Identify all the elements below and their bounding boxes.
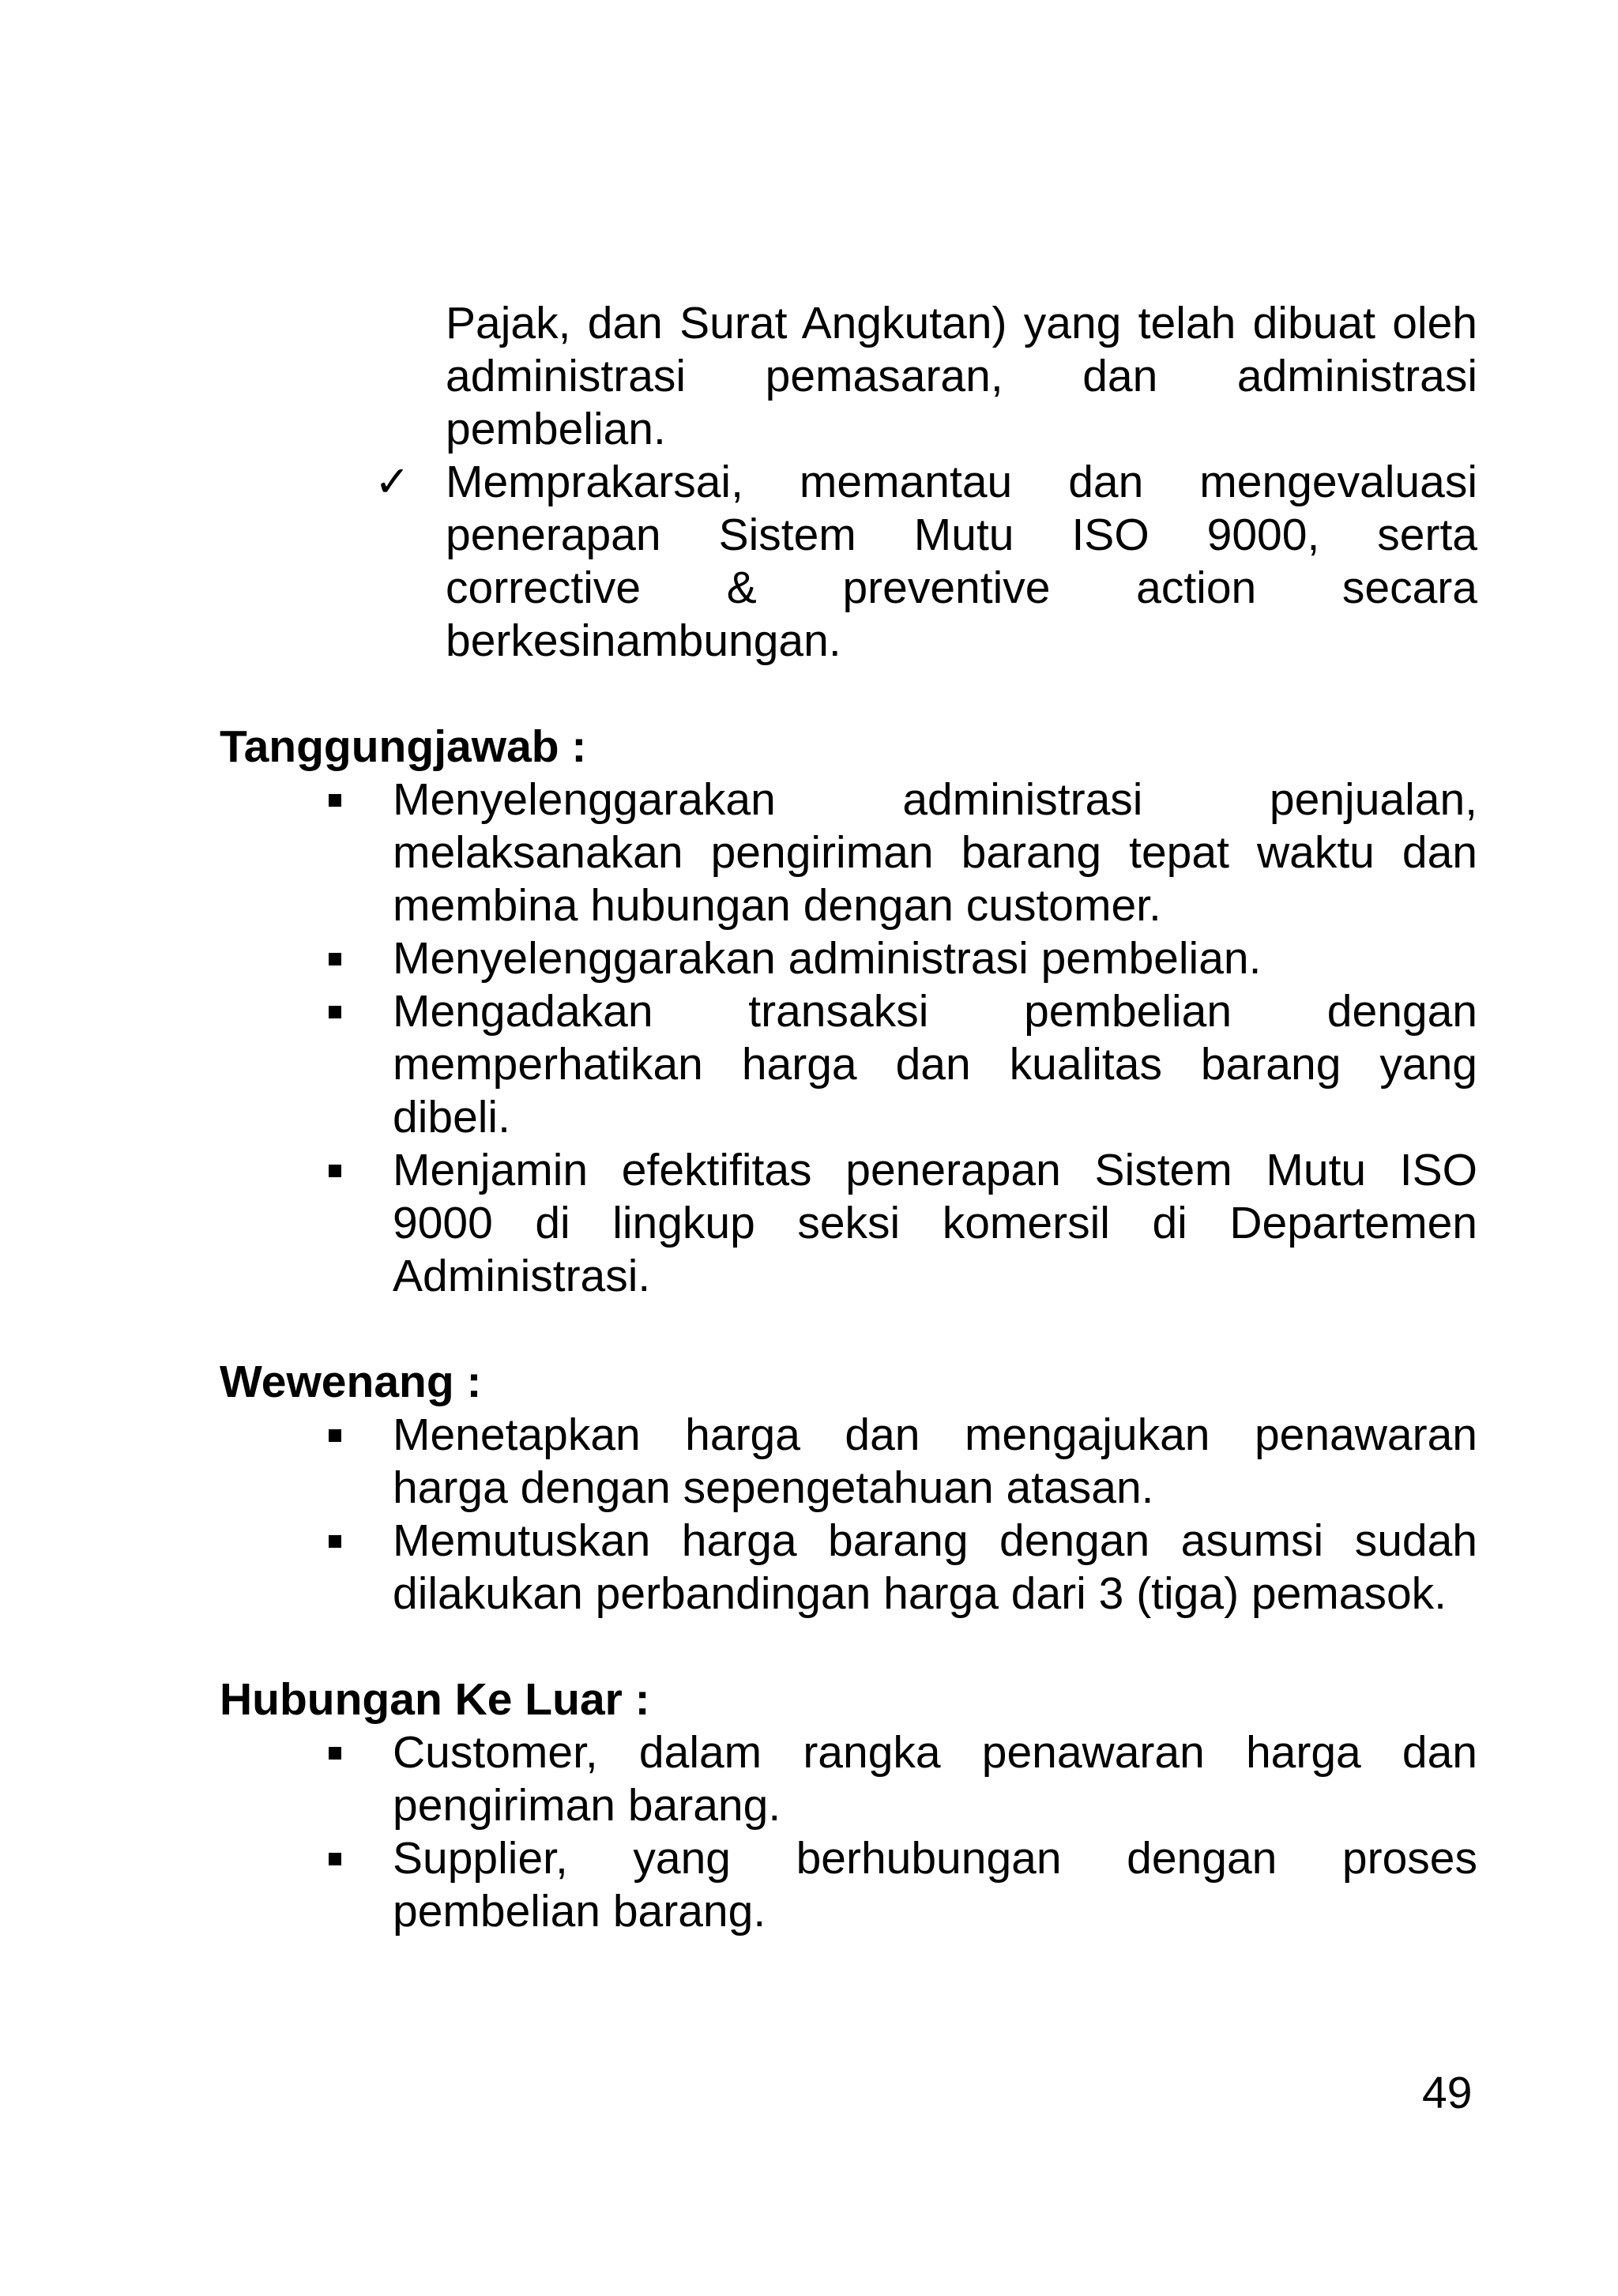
check-item-line-2: penerapan Sistem Mutu ISO 9000, serta [446,510,1477,560]
authority-2-line-1: Memutuskan harga barang dengan asumsi sudah [393,1515,1477,1566]
section-heading-wewenang: Wewenang : [220,1357,482,1407]
external-1-line-1: Customer, dalam rangka penawaran harga dan [393,1727,1477,1778]
bullet-icon [329,1165,341,1177]
bullet-icon [329,1535,341,1548]
responsibility-1-line-3: membina hubungan dengan customer. [393,880,1161,931]
page-number: 49 [1422,2068,1473,2118]
intro-line-1: Pajak, dan Surat Angkutan) yang telah dibuat oleh [446,298,1477,348]
responsibility-3-line-3: dibeli. [393,1092,510,1142]
authority-2-line-2: dilakukan perbandingan harga dari 3 (tiga) pemasok. [393,1568,1447,1619]
authority-1-line-1: Menetapkan harga dan mengajukan penawaran [393,1410,1477,1460]
bullet-icon [329,794,341,807]
external-1-line-2: pengiriman barang. [393,1780,781,1831]
check-item-line-4: berkesinambungan. [446,615,841,666]
external-2-line-2: pembelian barang. [393,1886,766,1937]
section-heading-tanggungjawab: Tanggungjawab : [220,721,587,772]
authority-1-line-2: harga dengan sepengetahuan atasan. [393,1462,1154,1513]
responsibility-1-line-1: Menyelenggarakan administrasi penjualan, [393,774,1477,825]
check-item-line-3: corrective & preventive action secara [446,563,1477,613]
bullet-icon [329,1429,341,1442]
intro-line-3: pembelian. [446,404,666,454]
external-2-line-1: Supplier, yang berhubungan dengan proses [393,1833,1477,1884]
responsibility-2-line-1: Menyelenggarakan administrasi pembelian. [393,933,1262,984]
bullet-icon [329,1006,341,1018]
checkmark-icon: ✓ [374,458,411,506]
bullet-icon [329,1747,341,1760]
responsibility-4-line-3: Administrasi. [393,1251,651,1301]
responsibility-4-line-2: 9000 di lingkup seksi komersil di Departemen [393,1198,1477,1248]
responsibility-4-line-1: Menjamin efektifitas penerapan Sistem Mutu ISO [393,1145,1477,1195]
section-heading-hubungan-ke-luar: Hubungan Ke Luar : [220,1674,650,1725]
responsibility-1-line-2: melaksanakan pengiriman barang tepat waktu dan [393,827,1477,878]
intro-line-2: administrasi pemasaran, dan administrasi [446,351,1477,401]
check-item-line-1: Memprakarsai, memantau dan mengevaluasi [446,457,1477,507]
responsibility-3-line-1: Mengadakan transaksi pembelian dengan [393,986,1477,1037]
bullet-icon [329,1853,341,1865]
responsibility-3-line-2: memperhatikan harga dan kualitas barang yang [393,1039,1477,1090]
bullet-icon [329,953,341,965]
